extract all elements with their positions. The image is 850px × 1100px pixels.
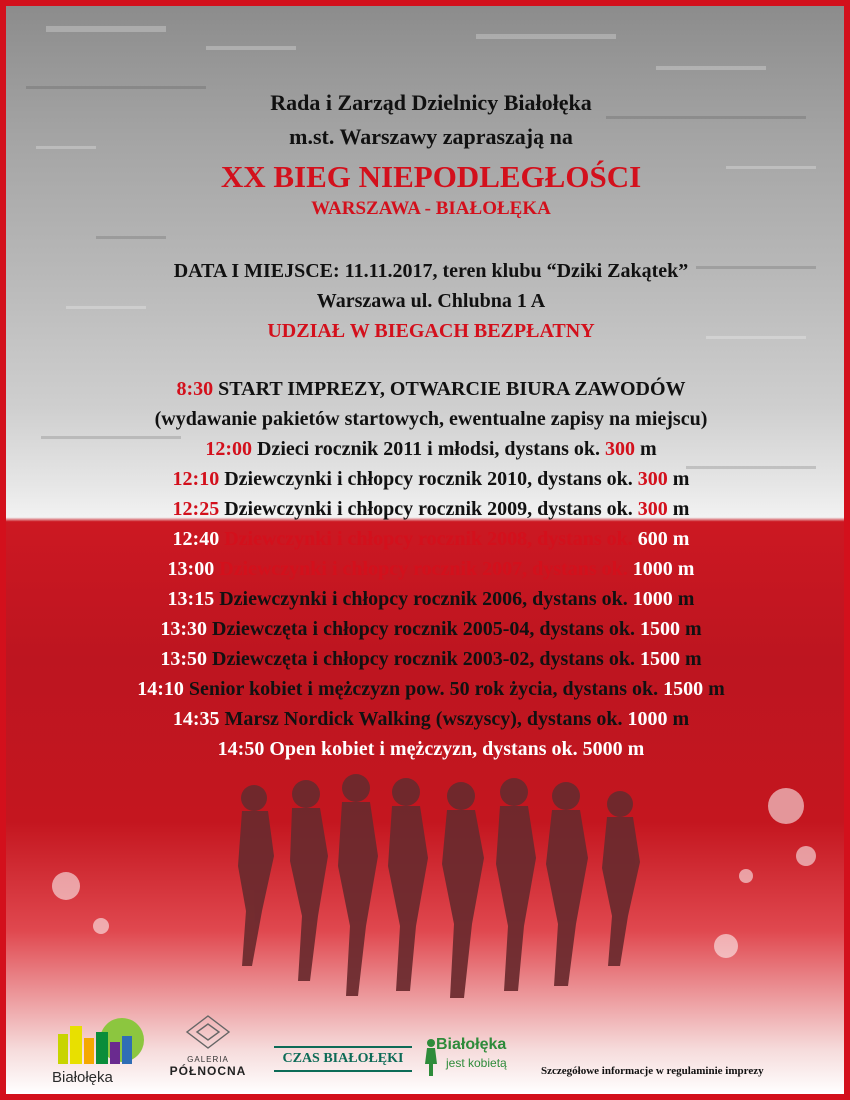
schedule-unit: m [672,468,690,490]
schedule-item [6,498,850,521]
schedule-time: 13:30 [160,618,208,640]
date-place: DATA I MIEJSCE: 11.11.2017, teren klubu “Dziki Zakątek” [173,260,689,282]
schedule-item [6,528,850,551]
czas-bialoleki-logo [274,1046,412,1072]
schedule-unit: m [672,528,690,550]
schedule-time: 13:00 [167,558,215,580]
schedule-distance: 300 [637,468,668,490]
schedule-time: 14:50 [217,738,265,760]
schedule-time: 12:40 [172,528,220,550]
galeria-bottom-text: PÓŁNOCNA [169,1064,247,1078]
schedule-item [6,618,850,641]
organizer-line: Rada i Zarząd Dzielnicy Białołęka [270,90,592,115]
schedule-text: Marsz Nordick Walking (wszyscy), dystans ok. [224,708,623,730]
schedule-unit: m [677,558,695,580]
event-title: XX BIEG NIEPODLEGŁOŚCI [220,159,642,194]
schedule-distance: 1500 [639,648,680,670]
schedule-distance: 1500 [663,678,704,700]
schedule-distance: 1000 [627,708,668,730]
schedule-item [6,588,850,611]
poster-content [6,6,850,1100]
schedule-unit: m [708,678,725,700]
footnote: Szczegółowe informacje w regulaminie imprezy [541,1065,764,1077]
schedule-time: 14:35 [172,708,220,730]
schedule-item [6,738,850,761]
opening-text: START IMPREZY, OTWARCIE BIURA ZAWODÓW [218,378,686,400]
bialoleka-emblem-icon [52,1016,148,1066]
schedule-text: Dziewczynki i chłopcy rocznik 2010, dystans ok. [224,468,633,490]
schedule-distance: 1000 [632,588,673,610]
schedule-item [6,648,850,671]
sponsor-logos [6,1006,850,1098]
event-subtitle: WARSZAWA - BIAŁOŁĘKA [311,198,551,219]
schedule-distance: 600 [637,528,668,550]
galeria-polnocna-logo [158,1014,258,1086]
schedule-distance: 1000 [632,558,673,580]
schedule-distance: 300 [637,498,668,520]
schedule-unit: m [684,648,702,670]
address: Warszawa ul. Chlubna 1 A [316,290,546,312]
kobieta-top-text: Białołęka [436,1036,507,1053]
schedule-distance: 300 [605,438,635,460]
schedule-text: Senior kobiet i mężczyzn pow. 50 rok życia, dystans ok. [188,678,659,700]
opening-note: (wydawanie pakietów startowych, ewentualne zapisy na miejscu) [154,408,708,430]
schedule-unit: m [672,498,690,520]
schedule-item [6,678,850,701]
schedule-unit: m [684,618,702,640]
galeria-top-text: GALERIA [187,1055,229,1064]
kobieta-bottom-text: jest kobietą [446,1056,507,1070]
schedule-time: 12:10 [172,468,220,490]
schedule-time: 13:50 [160,648,208,670]
schedule-item [6,558,850,581]
czas-bialoleki-text: CZAS BIAŁOŁĘKI [282,1051,404,1066]
schedule-unit: m [640,438,657,460]
schedule-distance: 1500 [639,618,680,640]
schedule-unit: m [627,738,645,760]
schedule-unit: m [672,708,690,730]
schedule-text: Dziewczynki i chłopcy rocznik 2007, dystans ok. [219,558,628,580]
invitation-line: m.st. Warszawy zapraszają na [289,124,573,149]
bialoleka-logo [52,1016,148,1086]
schedule-text: Dziewczynki i chłopcy rocznik 2008, dystans ok. [224,528,633,550]
schedule-item [6,708,850,731]
schedule-unit: m [677,588,695,610]
schedule-text: Dziewczęta i chłopcy rocznik 2003-02, dystans ok. [212,648,635,670]
free-entry-note: UDZIAŁ W BIEGACH BEZPŁATNY [267,320,595,342]
opening-line [6,378,850,401]
opening-time: 8:30 [176,378,214,400]
schedule-text: Open kobiet i mężczyzn, dystans ok. [269,738,578,760]
schedule-text: Dziewczynki i chłopcy rocznik 2006, dystans ok. [219,588,628,610]
bialoleka-logo-text: Białołęka [52,1069,113,1086]
bialoleka-jest-kobieta-logo [424,1036,534,1082]
schedule-item [6,438,850,461]
schedule-text: Dziewczynki i chłopcy rocznik 2009, dystans ok. [224,498,633,520]
schedule-time: 12:25 [172,498,220,520]
schedule-time: 13:15 [167,588,215,610]
galeria-diamond-icon [183,1014,233,1050]
schedule-item [6,468,850,491]
schedule-time: 12:00 [205,438,252,460]
schedule-text: Dziewczęta i chłopcy rocznik 2005-04, dystans ok. [212,618,635,640]
schedule-distance: 5000 [582,738,623,760]
schedule-text: Dzieci rocznik 2011 i młodsi, dystans ok. [257,438,600,460]
schedule-time: 14:10 [137,678,184,700]
